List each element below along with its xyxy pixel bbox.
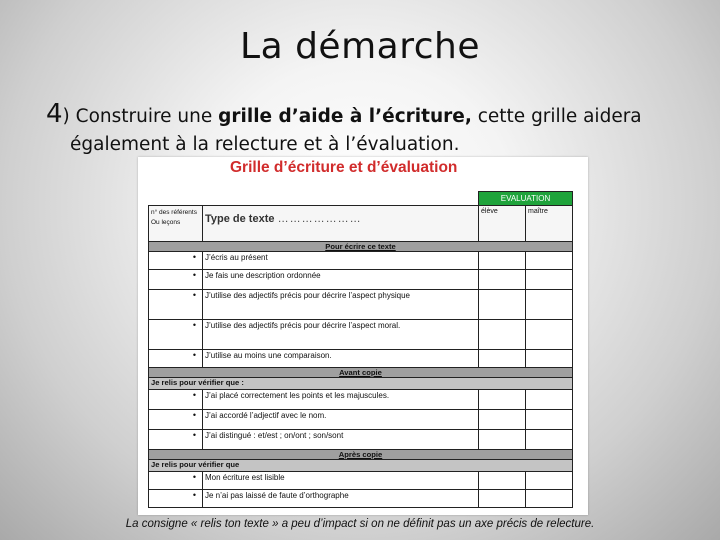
eleve-cell xyxy=(479,410,526,430)
maitre-cell xyxy=(526,430,573,450)
col-eleve: élève xyxy=(479,206,526,242)
point-lead: ) Construire une xyxy=(62,106,219,127)
point-line2: également à la relecture et à l’évaluation. xyxy=(70,134,460,155)
bullet: • xyxy=(149,350,203,368)
relis-label-2: Je relis pour vérifier que xyxy=(149,460,573,472)
sheet-title: Grille d’écriture et d’évaluation xyxy=(230,159,458,176)
criterion: J’ai accordé l’adjectif avec le nom. xyxy=(203,410,479,430)
section-ecrire: Pour écrire ce texte xyxy=(149,242,573,252)
bullet: • xyxy=(149,490,203,508)
point-4 xyxy=(46,98,686,161)
maitre-cell xyxy=(526,320,573,350)
eleve-cell xyxy=(479,490,526,508)
section-avant: Avant copie xyxy=(149,368,573,378)
caption: La consigne « relis ton texte » a peu d’impact si on ne définit pas un axe précis de relecture. xyxy=(125,518,595,530)
point-number: 4 xyxy=(46,99,63,129)
maitre-cell xyxy=(526,252,573,270)
criterion: Mon écriture est lisible xyxy=(203,472,479,490)
maitre-cell xyxy=(526,290,573,320)
col-maitre: maître xyxy=(526,206,573,242)
eleve-cell xyxy=(479,252,526,270)
maitre-cell xyxy=(526,410,573,430)
criterion: J’ai distingué : et/est ; on/ont ; son/sont xyxy=(203,430,479,450)
eleve-cell xyxy=(479,390,526,410)
bullet: • xyxy=(149,472,203,490)
eleve-cell xyxy=(479,350,526,368)
bullet: • xyxy=(149,270,203,290)
type-texte-dots: ………………… xyxy=(277,213,362,225)
maitre-cell xyxy=(526,490,573,508)
maitre-cell xyxy=(526,350,573,368)
evaluation-header: EVALUATION xyxy=(479,192,573,206)
bullet: • xyxy=(149,430,203,450)
evaluation-grid xyxy=(148,191,573,508)
criterion: J’utilise au moins une comparaison. xyxy=(203,350,479,368)
criterion: J’écris au présent xyxy=(203,252,479,270)
bullet: • xyxy=(149,320,203,350)
maitre-cell xyxy=(526,390,573,410)
eleve-cell xyxy=(479,472,526,490)
criterion: J’ai placé correctement les points et les majuscules. xyxy=(203,390,479,410)
section-apres: Après copie xyxy=(149,450,573,460)
bullet: • xyxy=(149,390,203,410)
criterion: J’utilise des adjectifs précis pour décrire l’aspect physique xyxy=(203,290,479,320)
eleve-cell xyxy=(479,430,526,450)
type-texte xyxy=(203,206,479,242)
eleve-cell xyxy=(479,270,526,290)
eleve-cell xyxy=(479,320,526,350)
point-trail: cette grille aidera xyxy=(471,106,642,127)
refs-label: n° des référents Ou leçons xyxy=(149,206,203,242)
bullet: • xyxy=(149,290,203,320)
grid-image xyxy=(138,157,588,515)
eleve-cell xyxy=(479,290,526,320)
relis-label: Je relis pour vérifier que : xyxy=(149,378,573,390)
bullet: • xyxy=(149,252,203,270)
type-texte-label: Type de texte xyxy=(205,213,275,225)
maitre-cell xyxy=(526,270,573,290)
criterion: J’utilise des adjectifs précis pour décrire l’aspect moral. xyxy=(203,320,479,350)
maitre-cell xyxy=(526,472,573,490)
criterion: Je fais une description ordonnée xyxy=(203,270,479,290)
point-bold: grille d’aide à l’écriture, xyxy=(218,106,472,127)
criterion: Je n’ai pas laissé de faute d’orthographe xyxy=(203,490,479,508)
bullet: • xyxy=(149,410,203,430)
slide-title: La démarche xyxy=(240,26,480,67)
